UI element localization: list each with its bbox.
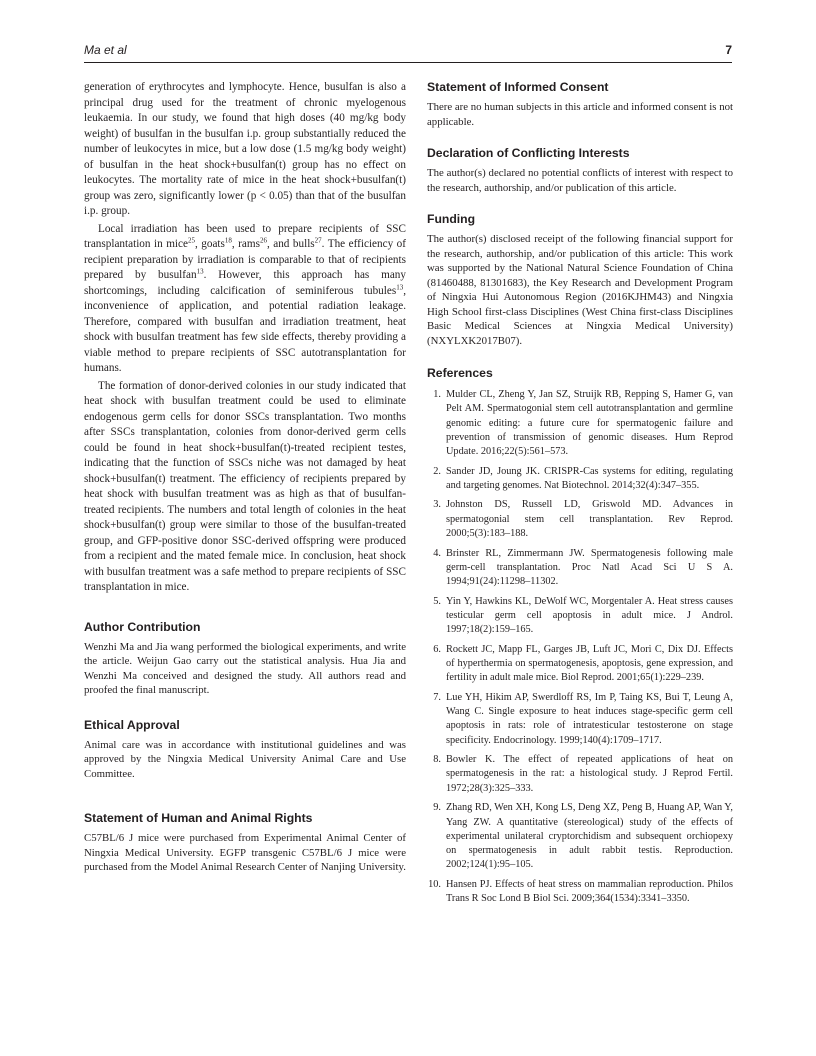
reference-item: 6. Rockett JC, Mapp FL, Garges JB, Luft JC, Mori C, Dix DJ. Effects of hyperthermia on spermatogenesis, apoptosis, gene expression, and fertility in adult male mice. Biol Reprod. 2001;65(1):229–239. [433, 643, 733, 684]
paragraph-irradiation: Local irradiation has been used to prepare recipients of SSC transplantation in mice$^{25}$, goats$^{18}$, rams$^{26}$, and bulls$^{27}$. The efficiency of recipient preparation by irradiation is comparable to that of recipients prepared by busulfan$^{13}$. However, this approach has many shortcomings, including calcification of seminiferous tubules$^{13}$, inconvenience of application, and potential radiation leakage. Therefore, compared with busulfan and irradiation treatment, heat shock with busulfan treatment has few side effects, thereby providing a viable method to prepare recipients of SSC autotransplantation for humans. [84, 222, 406, 374]
human-animal-rights-heading: Statement of Human and Animal Rights [84, 811, 313, 825]
ethical-approval-body: Animal care was in accordance with institutional guidelines and was approved by the Ningxia Medical University Animal Care and Use Committee. [84, 738, 406, 780]
conflicting-interests-heading: Declaration of Conflicting Interests [427, 146, 630, 160]
conflicting-interests-body: The author(s) declared no potential conflicts of interest with respect to the research, authorship, and/or publication of this article. [427, 167, 733, 194]
author-contribution-heading: Author Contribution [84, 619, 201, 634]
running-header [84, 40, 732, 60]
paragraph: generation of erythrocytes and lymphocyte. Hence, busulfan is also a principal drug used for the treatment of chronic myelogenous leukaemia. In our study, we found that high doses (40 mg/kg body weight) of busulfan in the busulfan i.p. group substantially reduced the number of leukocytes in mice, but a low dose (1.5 mg/kg body weight) of busulfan in the heat shock+busulfan(t) group has no effect on leukocytes. The mortality rate of mice in the heat shock+busulfan(t) group was zero, significantly lower (p < 0.05) than that of the busulfan i.p. group. [84, 81, 406, 217]
reference-item: 8. Bowler K. The effect of repeated applications of heat on spermatogenesis in the rat: a histological study. J Reprod Fertil. 1972;28(3):325–333. [433, 754, 733, 794]
reference-item: 10. Hansen PJ. Effects of heat stress on mammalian reproduction. Philos Trans R Soc Lond B Biol Sci. 2009;364(1534):3341–3350. [428, 878, 733, 905]
running-author: Ma et al [84, 43, 127, 57]
reference-item: 3. Johnston DS, Russell LD, Griswold MD. Advances in spermatogonial stem cell transplantation. Rev Reprod. 2000;5(3):183–188. [433, 499, 733, 540]
references-heading: References [427, 366, 493, 380]
paragraph-colonies: The formation of donor-derived colonies in our study indicated that heat shock with busulfan treatment could be used to eliminate endogenous germ cells for donor SSCs transplantation. Two months after SSCs transplantation, colonies from donor-derived germ cells could be found in heat shock+busulfan(t)-treated recipient testes, indicating that the function of SSCs niche was not damaged by heat shock+busulfan(t) treatment. The efficiency of recipients prepared by heat shock with busulfan treatment was as high as that of busulfan-treated recipients. The numbers and total length of colonies in the heat shock+busulfan(t) group were similar to those of the busulfan-treated group, and GFP-positive donor SSC-derived offspring were produced from a recipient and the mated female mice. In conclusion, heat shock with busulfan treatment was a safe method to prepare recipients of SSC transplantation in mice. [84, 379, 406, 593]
human-animal-rights-body: C57BL/6 J mice were purchased from Experimental Animal Center of Ningxia Medical University. EGFP transgenic C57BL/6 J mice were purchased from the Model Animal Research Center of Nanjing University. [84, 832, 406, 873]
author-contribution-body: Wenzhi Ma and Jia wang performed the biological experiments, and write the article. Weijun Gao carry out the statistical analysis. Hua Jia and Wenzhi Ma conceived and designed the study. All authors read and proofed the final manuscript. [84, 640, 406, 696]
reference-item: 2. Sander JD, Joung JK. CRISPR-Cas systems for editing, regulating and targeting genomes. Nat Biotechnol. 2014;32(4):347–355. [433, 465, 733, 491]
reference-item: 4. Brinster RL, Zimmermann JW. Spermatogenesis following male germ-cell transplantation. Proc Natl Acad Sci U S A. 1994;91(24):11298–11302. [433, 547, 733, 588]
left-column [84, 80, 406, 875]
header-divider [84, 62, 732, 63]
reference-list [427, 388, 733, 906]
reference-item: 1. Mulder CL, Zheng Y, Jan SZ, Struijk RB, Repping S, Hamer G, van Pelt AM. Spermatogonial stem cell autotransplantation and germline genomic editing: a future cure for spermatogenic failure and prevention of transmission of genomic diseases. Hum Reprod Update. 2016;22(5):561–573. [433, 389, 733, 458]
page-number: 7 [725, 43, 732, 57]
reference-item: 5. Yin Y, Hawkins KL, DeWolf WC, Morgentaler A. Heat stress causes testicular germ cell apoptosis in adult mice. J Androl. 1997;18(2):159–165. [433, 595, 733, 636]
reference-item: 7. Lue YH, Hikim AP, Swerdloff RS, Im P, Taing KS, Bui T, Leung A, Wang C. Single exposure to heat induces stage-specific germ cell apoptosis in rats: role of intratesticular testosterone on stage specificity. Endocrinology. 1999;140(4):1709–1717. [433, 691, 733, 746]
informed-consent-body: There are no human subjects in this article and informed consent is not applicable. [427, 101, 733, 128]
funding-body: The author(s) disclosed receipt of the following financial support for the research, authorship, and/or publication of this article: This work was supported by the National Natural Science Foundation of China (81460488, 81301683), the Key Research and Development Program of Ningxia Hui Autonomous Region (2016KJHM43) and Ningxia High School first-class Disciplines (West China first-class Disciplines Basic Medical Sciences at Ningxia Medical University) (NXYLXK2017B07). [427, 233, 733, 347]
reference-item: 9. Zhang RD, Wen XH, Kong LS, Deng XZ, Peng B, Huang AP, Wan Y, Yang ZW. A quantitative (stereological) study of the effects of experimental unilateral cryptorchidism and subsequent orchiopexy on spermatogenesis in adult rabbit testis. Reproduction. 2002;124(1):95–105. [433, 802, 733, 871]
right-column [427, 80, 733, 912]
funding-heading: Funding [427, 212, 476, 226]
discussion-text [84, 80, 406, 596]
ethical-approval-heading: Ethical Approval [84, 717, 180, 732]
informed-consent-heading: Statement of Informed Consent [427, 80, 609, 94]
